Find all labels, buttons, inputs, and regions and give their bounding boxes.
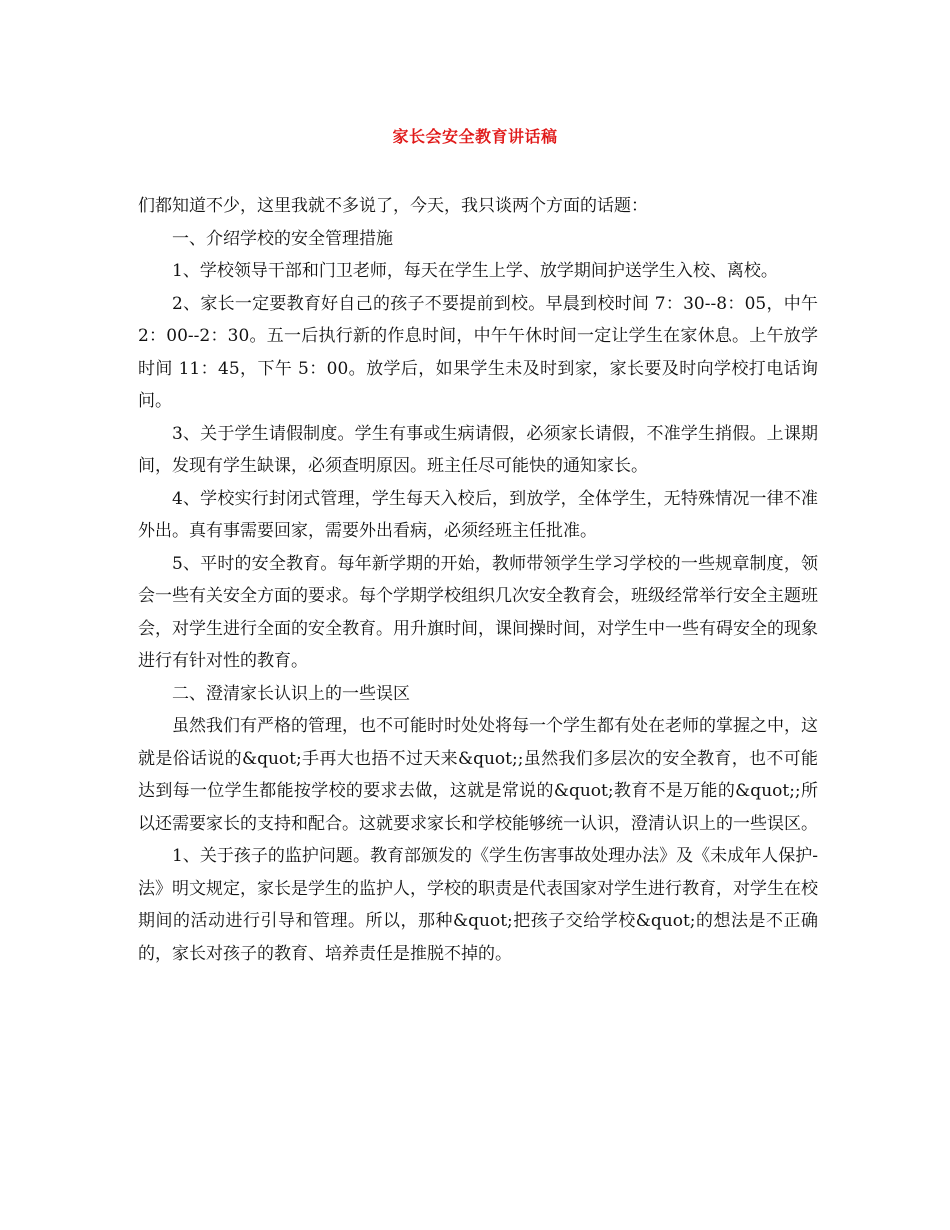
paragraph-item-1-3: 3、关于学生请假制度。学生有事或生病请假，必须家长请假，不准学生捎假。上课期间，发现有学生缺课，必须查明原因。班主任尽可能快的通知家长。	[138, 423, 818, 476]
paragraph-item-2-1: 1、关于孩子的监护问题。教育部颁发的《学生伤害事故处理办法》及《未成年人保护-法》明文规定，家长是学生的监护人，学校的职责是代表国家对学生进行教育，对学生在校期间的活动进行引导和管理。所以，那种&quot;把孩子交给学校&quot;的想法是不正确的，家长对孩子的教育、培养责任是推脱不掉的。	[138, 846, 818, 964]
paragraph-section-2-intro: 虽然我们有严格的管理，也不可能时时处处将每一个学生都有处在老师的掌握之中，这就是俗话说的&quot;手再大也捂不过天来&quot;;虽然我们多层次的安全教育，也不可能达到每一位学生都能按学校的要求去做，这就是常说的&quot;教育不是万能的&quot;;所以还需要家长的支持和配合。这就要求家长和学校能够统一认识，澄清认识上的一些误区。	[138, 716, 818, 834]
document-body	[138, 190, 818, 970]
paragraph-item-1-4: 4、学校实行封闭式管理，学生每天入校后，到放学，全体学生，无特殊情况一律不准外出。真有事需要回家，需要外出看病，必须经班主任批准。	[138, 488, 818, 541]
section-heading-2: 二、澄清家长认识上的一些误区	[172, 683, 410, 704]
paragraph-item-1-5: 5、平时的安全教育。每年新学期的开始，教师带领学生学习学校的一些规章制度，领会一些有关安全方面的要求。每个学期学校组织几次安全教育会，班级经常举行安全主题班会，对学生进行全面的安全教育。用升旗时间，课间操时间，对学生中一些有碍安全的现象进行有针对性的教育。	[138, 553, 818, 671]
paragraph-item-1-1: 1、学校领导干部和门卫老师，每天在学生上学、放学期间护送学生入校、离校。	[172, 261, 778, 281]
document-title: 家长会安全教育讲话稿	[392, 127, 558, 146]
paragraph-item-1-2: 2、家长一定要教育好自己的孩子不要提前到校。早晨到校时间 7：30--8：05，中午 2：00--2：30。五一后执行新的作息时间，中午午休时间一定让学生在家休息。上午放学时间 11：45，下午 5：00。放学后，如果学生未及时到家，家长要及时向学校打电话询问。	[138, 293, 818, 411]
paragraph-intro: 们都知道不少，这里我就不多说了，今天，我只谈两个方面的话题：	[138, 196, 648, 216]
section-heading-1: 一、介绍学校的安全管理措施	[172, 228, 393, 249]
